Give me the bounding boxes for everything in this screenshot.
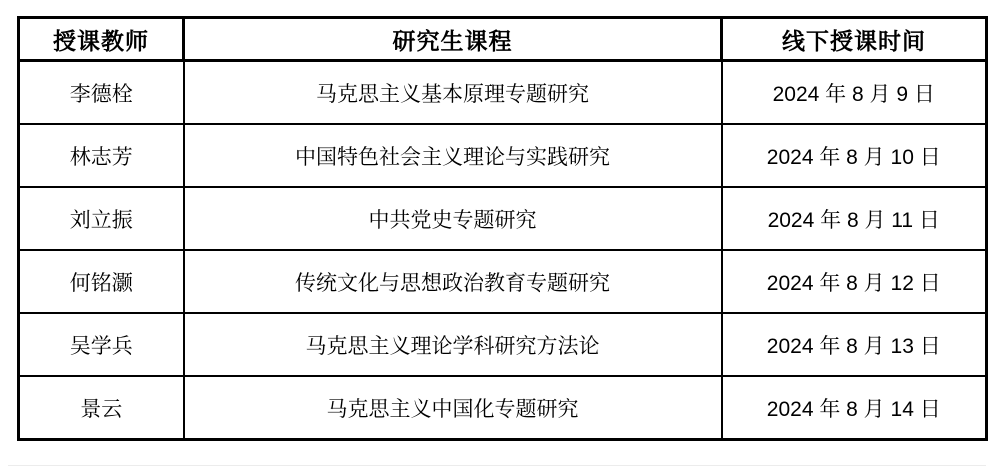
course-cell: 马克思主义理论学科研究方法论 xyxy=(184,313,722,376)
header-teacher: 授课教师 xyxy=(19,18,184,61)
course-cell: 中国特色社会主义理论与实践研究 xyxy=(184,124,722,187)
date-cell: 2024 年 8 月 14 日 xyxy=(722,376,987,440)
course-cell: 传统文化与思想政治教育专题研究 xyxy=(184,250,722,313)
teacher-cell: 景云 xyxy=(19,376,184,440)
date-cell: 2024 年 8 月 9 日 xyxy=(722,61,987,125)
table-row xyxy=(19,187,987,250)
teacher-cell: 吴学兵 xyxy=(19,313,184,376)
course-cell: 马克思主义中国化专题研究 xyxy=(184,376,722,440)
course-schedule-table xyxy=(17,16,988,441)
date-cell: 2024 年 8 月 11 日 xyxy=(722,187,987,250)
course-cell: 马克思主义基本原理专题研究 xyxy=(184,61,722,125)
table-row xyxy=(19,250,987,313)
header-row xyxy=(19,18,987,61)
date-cell: 2024 年 8 月 12 日 xyxy=(722,250,987,313)
header-course: 研究生课程 xyxy=(184,18,722,61)
teacher-cell: 李德栓 xyxy=(19,61,184,125)
date-cell: 2024 年 8 月 10 日 xyxy=(722,124,987,187)
teacher-cell: 刘立振 xyxy=(19,187,184,250)
page-edge-line xyxy=(8,465,986,466)
table-body xyxy=(19,61,987,440)
table-header xyxy=(19,18,987,61)
table-row xyxy=(19,376,987,440)
teacher-cell: 何铭灏 xyxy=(19,250,184,313)
course-cell: 中共党史专题研究 xyxy=(184,187,722,250)
table-row xyxy=(19,313,987,376)
table-row xyxy=(19,61,987,125)
table-row xyxy=(19,124,987,187)
header-date: 线下授课时间 xyxy=(722,18,987,61)
date-cell: 2024 年 8 月 13 日 xyxy=(722,313,987,376)
teacher-cell: 林志芳 xyxy=(19,124,184,187)
